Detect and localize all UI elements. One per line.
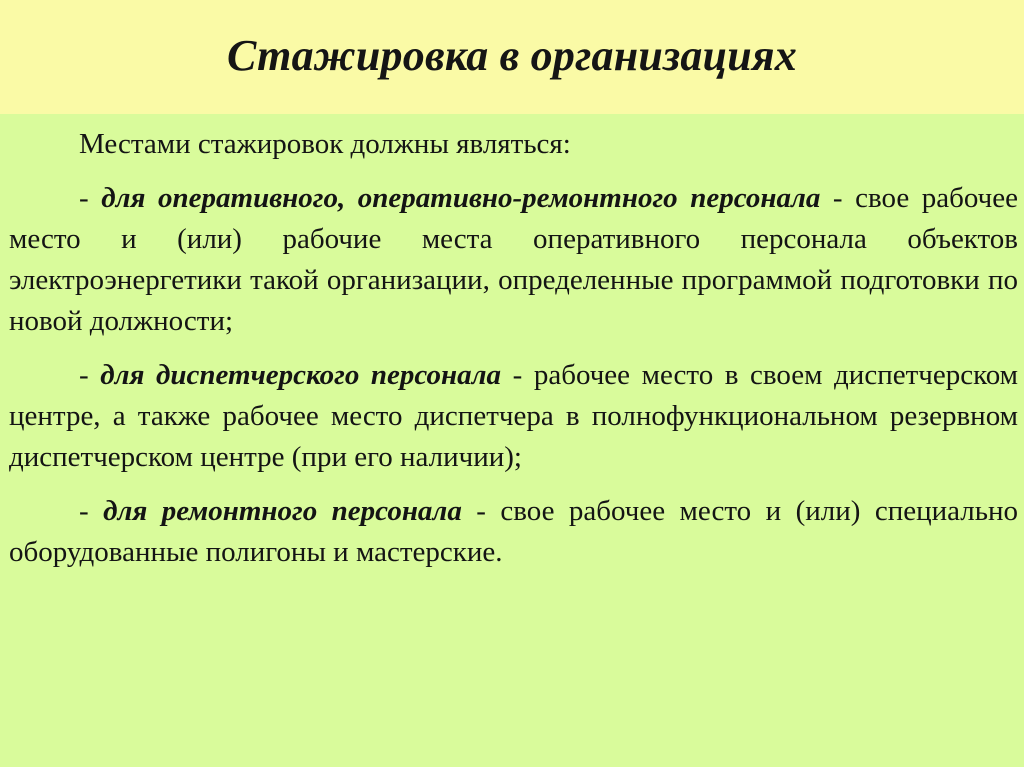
item-emphasis: для ремонтного персонала — [103, 495, 462, 527]
list-item-dispatch — [9, 355, 1018, 478]
list-item-operational — [9, 178, 1018, 342]
title-band — [0, 0, 1024, 114]
intro-text: Местами стажировок должны являться: — [79, 128, 571, 160]
item-emphasis: для оперативного, оперативно-ремонтного персонала — [101, 182, 821, 214]
item-text: - рабочее место в своем диспетчерском центре, а также рабочее место диспетчера в полнофункциональном резервном диспетчерском центре (при его наличии); — [9, 359, 1019, 473]
item-text: - свое рабочее место и (или) рабочие места оперативного персонала объектов электроэнергетики такой организации, определенные программой подготовки по новой должности; — [9, 182, 1018, 337]
item-dash: - — [79, 182, 102, 214]
list-item-repair — [9, 491, 1018, 573]
item-dash: - — [79, 495, 104, 527]
item-emphasis: для диспетчерского персонала — [100, 359, 502, 391]
item-text: - свое рабочее место и (или) специально оборудованные полигоны и мастерские. — [9, 495, 1018, 568]
slide-title: Стажировка в организациях — [227, 30, 797, 80]
content-panel — [0, 114, 1024, 767]
item-dash: - — [79, 359, 101, 391]
